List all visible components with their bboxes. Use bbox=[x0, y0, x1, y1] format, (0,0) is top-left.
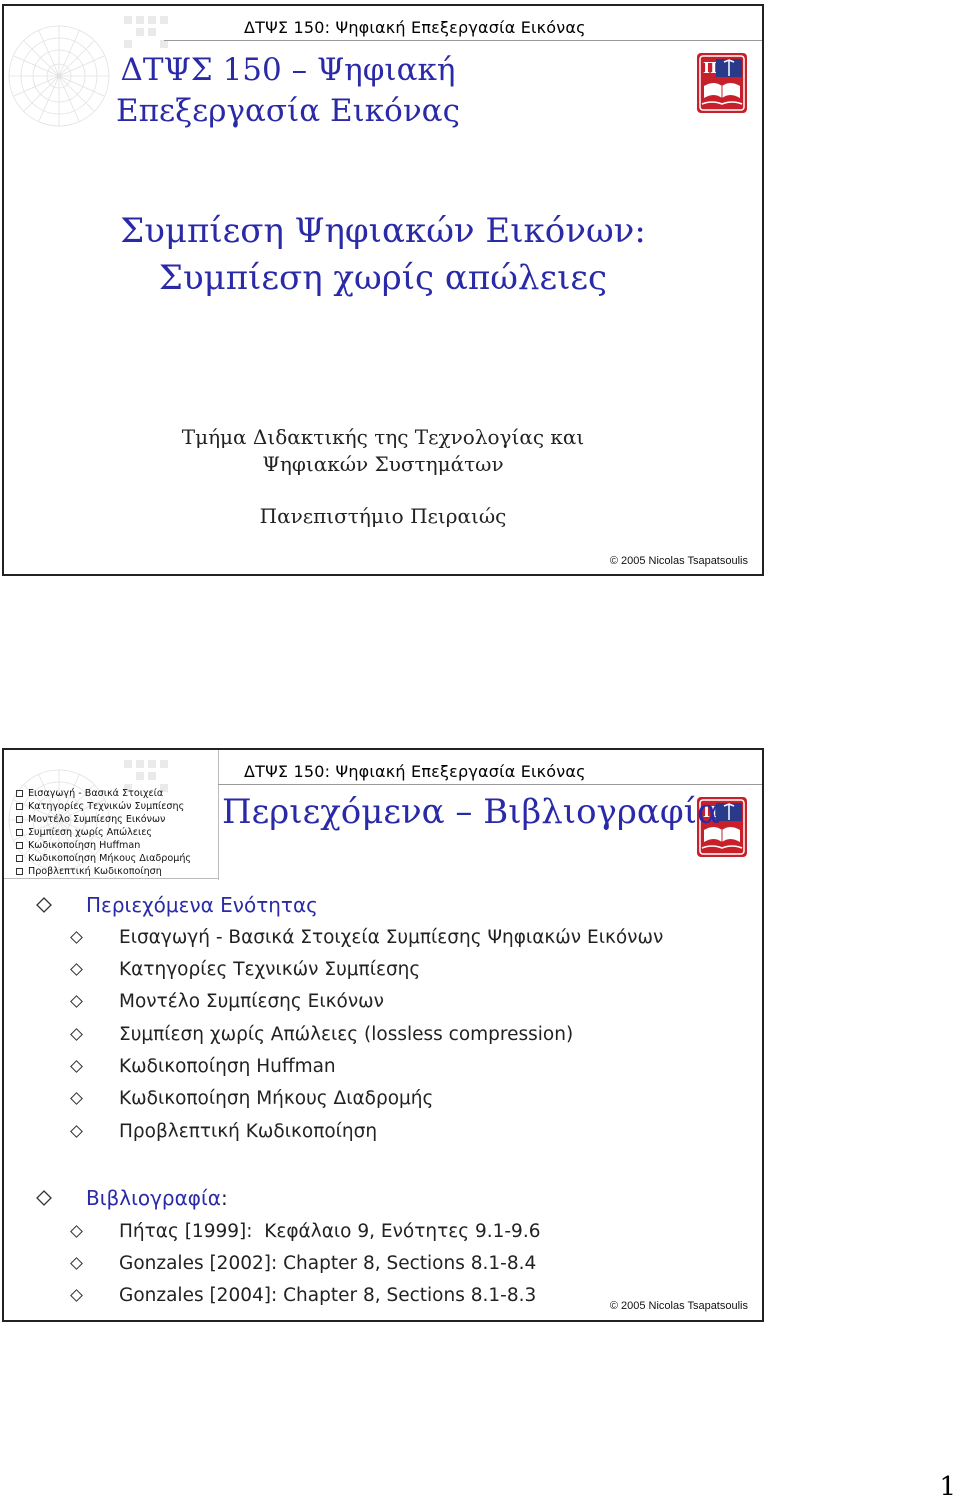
nav-item bbox=[16, 839, 191, 852]
list-item bbox=[70, 1024, 573, 1045]
copyright: © 2005 Nicolas Tsapatsoulis bbox=[609, 555, 748, 567]
diamond-bullet-icon bbox=[36, 897, 52, 913]
course-title bbox=[4, 50, 572, 132]
diamond-bullet-icon bbox=[70, 1257, 83, 1270]
list-item bbox=[70, 991, 384, 1012]
header-divider bbox=[164, 40, 762, 41]
list-item bbox=[70, 1088, 433, 1109]
diamond-bullet-icon bbox=[70, 931, 83, 944]
page-number: 1 bbox=[939, 1472, 956, 1502]
lecture-title bbox=[4, 208, 762, 302]
slide-contents bbox=[2, 748, 764, 1322]
reference-label: Gonzales [2004]: Chapter 8, Sections 8.1-8.3 bbox=[119, 1285, 537, 1306]
nav-item bbox=[16, 813, 191, 826]
reference-item bbox=[70, 1253, 536, 1274]
slide-title bbox=[2, 4, 764, 576]
header-divider bbox=[218, 784, 762, 785]
diamond-bullet-icon bbox=[70, 1092, 83, 1105]
diamond-bullet-icon bbox=[70, 1060, 83, 1073]
reference-item bbox=[70, 1285, 536, 1306]
bibliography-heading bbox=[36, 1186, 228, 1210]
checkbox-icon bbox=[16, 790, 23, 797]
checkbox-icon bbox=[16, 816, 23, 823]
list-item-label: Κωδικοποίηση Huffman bbox=[119, 1056, 336, 1077]
list-item-label: Κατηγορίες Τεχνικών Συμπίεσης bbox=[119, 959, 421, 980]
nav-item-label: Μοντέλο Συμπίεσης Εικόνων bbox=[28, 814, 166, 825]
lecture-title-line1: Συμπίεση Ψηφιακών Εικόνων: bbox=[120, 211, 646, 251]
list-item-label: Κωδικοποίηση Μήκους Διαδρομής bbox=[119, 1088, 434, 1109]
checkbox-icon bbox=[16, 855, 23, 862]
nav-divider bbox=[218, 750, 219, 880]
list-item bbox=[70, 1056, 336, 1077]
reference-item bbox=[70, 1221, 540, 1242]
nav-item bbox=[16, 826, 191, 839]
course-header: ΔΤΨΣ 150: Ψηφιακή Επεξεργασία Εικόνας bbox=[244, 18, 586, 37]
list-item-label: Συμπίεση χωρίς Απώλειες (lossless compression) bbox=[119, 1024, 574, 1045]
checkbox-icon bbox=[16, 842, 23, 849]
nav-item-label: Κωδικοποίηση Μήκους Διαδρομής bbox=[28, 853, 192, 864]
department-line1: Τμήμα Διδακτικής της Τεχνολογίας και bbox=[181, 425, 585, 449]
bibliography-colon: : bbox=[220, 1186, 228, 1210]
diamond-bullet-icon bbox=[70, 963, 83, 976]
copyright: © 2005 Nicolas Tsapatsoulis bbox=[609, 1300, 748, 1312]
checkbox-icon bbox=[16, 829, 23, 836]
department bbox=[4, 424, 762, 478]
list-item bbox=[70, 927, 663, 948]
list-item-label: Προβλεπτική Κωδικοποίηση bbox=[119, 1121, 378, 1142]
reference-label: Πήτας [1999]: Κεφάλαιο 9, Ενότητες 9.1-9.6 bbox=[119, 1221, 541, 1242]
contents-heading bbox=[36, 893, 318, 917]
diamond-bullet-icon bbox=[70, 995, 83, 1008]
university-name: Πανεπιστήμιο Πειραιώς bbox=[259, 504, 507, 528]
list-item bbox=[70, 1121, 377, 1142]
list-item bbox=[70, 959, 420, 980]
bibliography-heading-label: Βιβλιογραφία bbox=[86, 1186, 221, 1210]
nav-item-label: Συμπίεση χωρίς Απώλειες bbox=[28, 827, 153, 838]
diamond-bullet-icon bbox=[36, 1190, 52, 1206]
nav-item bbox=[16, 865, 191, 878]
department-line2: Ψηφιακών Συστημάτων bbox=[262, 452, 504, 476]
university-logo-icon bbox=[696, 52, 748, 114]
checkbox-icon bbox=[16, 803, 23, 810]
course-header: ΔΤΨΣ 150: Ψηφιακή Επεξεργασία Εικόνας bbox=[244, 762, 586, 781]
checkbox-icon bbox=[16, 868, 23, 875]
reference-label: Gonzales [2002]: Chapter 8, Sections 8.1-8.4 bbox=[119, 1253, 537, 1274]
nav-item bbox=[16, 800, 191, 813]
course-title-line1: ΔΤΨΣ 150 – Ψηφιακή bbox=[120, 52, 456, 88]
section-nav bbox=[16, 787, 191, 878]
diamond-bullet-icon bbox=[70, 1028, 83, 1041]
diamond-bullet-icon bbox=[70, 1225, 83, 1238]
contents-heading-label: Περιεχόμενα Ενότητας bbox=[86, 893, 318, 917]
nav-item-label: Προβλεπτική Κωδικοποίηση bbox=[28, 866, 162, 877]
lecture-title-line2: Συμπίεση χωρίς απώλειες bbox=[158, 258, 608, 298]
nav-item-label: Κωδικοποίηση Huffman bbox=[28, 840, 141, 851]
nav-item bbox=[16, 852, 191, 865]
diamond-bullet-icon bbox=[70, 1289, 83, 1302]
nav-item-label: Κατηγορίες Τεχνικών Συμπίεσης bbox=[28, 801, 185, 812]
nav-divider bbox=[4, 878, 218, 879]
list-item-label: Εισαγωγή - Βασικά Στοιχεία Συμπίεσης Ψηφιακών Εικόνων bbox=[119, 927, 664, 948]
slide-heading: Περιεχόμενα – Βιβλιογραφία bbox=[222, 792, 720, 832]
course-title-line2: Επεξεργασία Εικόνας bbox=[116, 93, 460, 129]
list-item-label: Μοντέλο Συμπίεσης Εικόνων bbox=[119, 991, 384, 1012]
nav-item-label: Εισαγωγή - Βασικά Στοιχεία bbox=[28, 788, 164, 799]
nav-item bbox=[16, 787, 191, 800]
diamond-bullet-icon bbox=[70, 1125, 83, 1138]
